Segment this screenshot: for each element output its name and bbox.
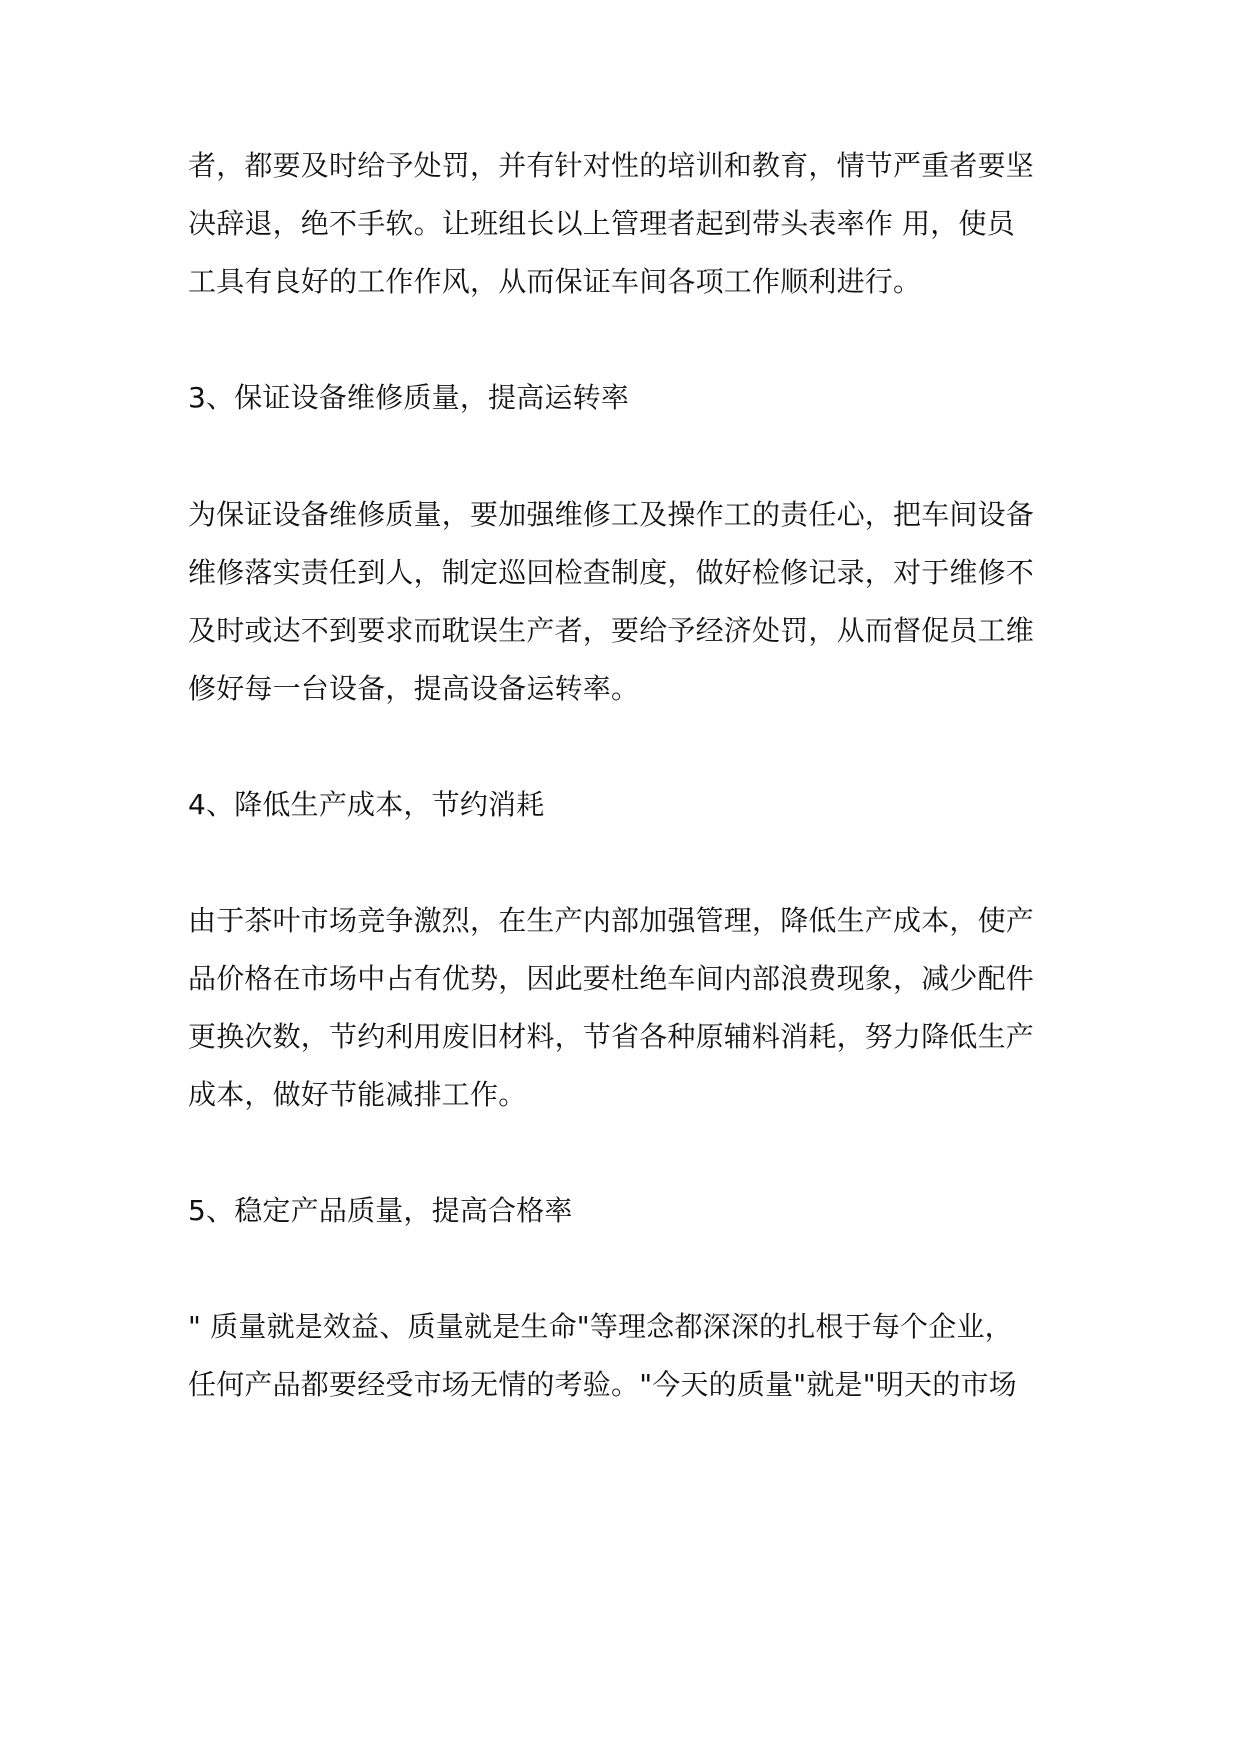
paragraph-line: 任何产品都要经受市场无情的考验。"今天的质量"就是"明天的市场 bbox=[188, 1368, 1017, 1401]
paragraph-line: 为保证设备维修质量，要加强维修工及操作工的责任心，把车间设备 bbox=[188, 498, 1035, 531]
paragraph-line: 品价格在市场中占有优势，因此要杜绝车间内部浪费现象，减少配件 bbox=[188, 962, 1035, 995]
paragraph-line: 成本，做好节能减排工作。 bbox=[188, 1078, 527, 1111]
paragraph-line: 及时或达不到要求而耽误生产者，要给予经济处罚，从而督促员工维 bbox=[188, 614, 1035, 647]
paragraph-line: 更换次数，节约利用废旧材料，节省各种原辅料消耗，努力降低生产 bbox=[188, 1020, 1035, 1053]
section-heading-3: 3、保证设备维修质量，提高运转率 bbox=[188, 381, 630, 414]
section-heading-4: 4、降低生产成本，节约消耗 bbox=[188, 788, 545, 821]
paragraph-line: 修好每一台设备，提高设备运转率。 bbox=[188, 672, 640, 705]
paragraph-line: " 质量就是效益、质量就是生命"等理念都深深的扎根于每个企业， bbox=[188, 1310, 1013, 1343]
paragraph-line: 者，都要及时给予处罚，并有针对性的培训和教育，情节严重者要坚 bbox=[188, 149, 1035, 182]
section-heading-5: 5、稳定产品质量，提高合格率 bbox=[188, 1194, 573, 1227]
paragraph-line: 决辞退，绝不手软。让班组长以上管理者起到带头表率作 用，使员 bbox=[188, 207, 1015, 240]
paragraph-line: 工具有良好的工作作风，从而保证车间各项工作顺利进行。 bbox=[188, 265, 922, 298]
paragraph-line: 由于茶叶市场竞争激烈，在生产内部加强管理，降低生产成本，使产 bbox=[188, 904, 1035, 937]
paragraph-line: 维修落实责任到人，制定巡回检查制度，做好检修记录，对于维修不 bbox=[188, 556, 1035, 589]
